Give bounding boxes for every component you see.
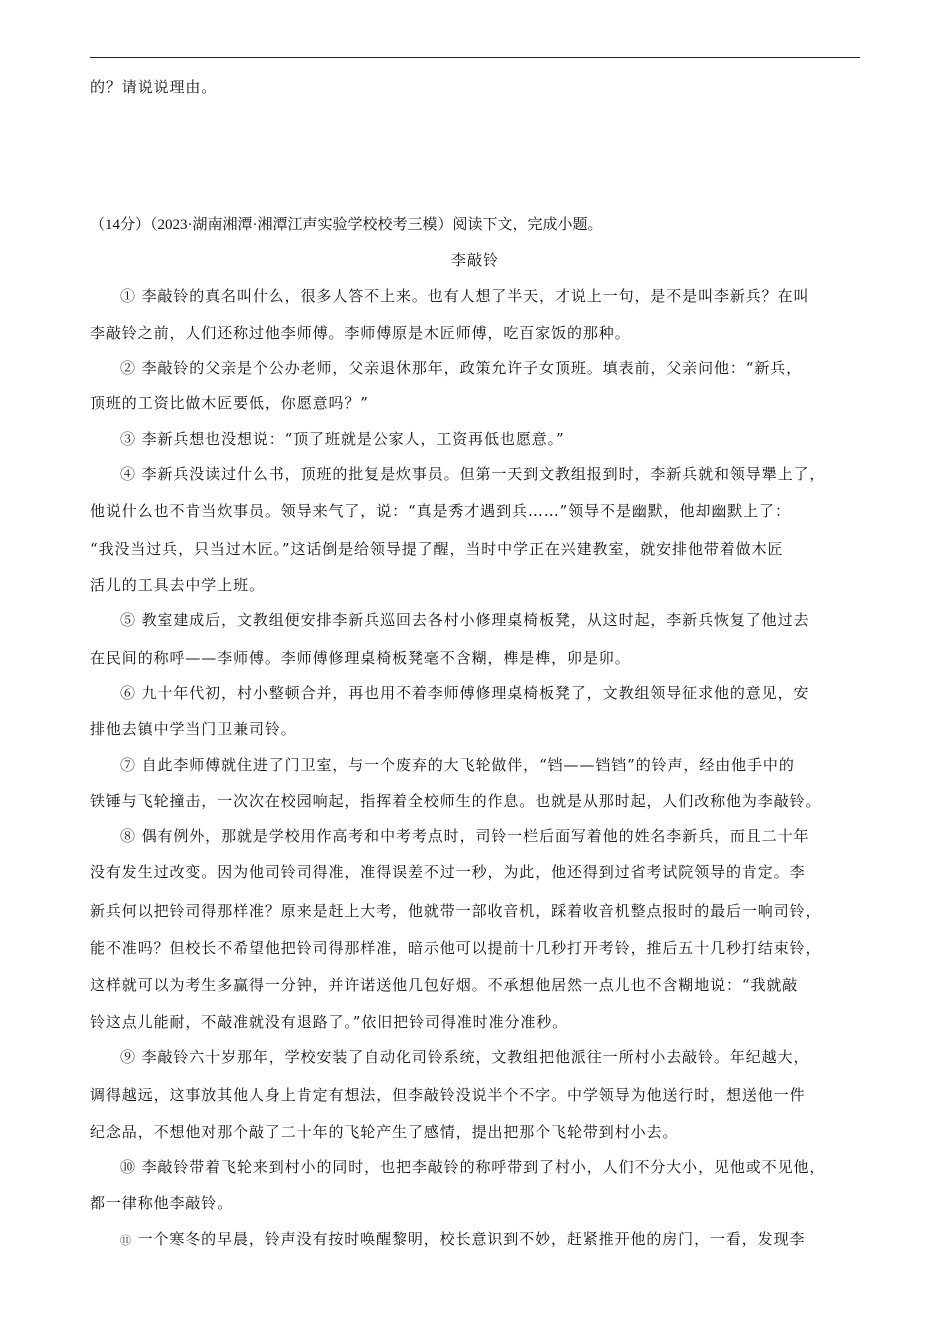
paragraph-1-line-2: 李敲铃之前，人们还称过他李师傅。李师傅原是木匠师傅，吃百家饭的那种。 bbox=[90, 324, 631, 342]
paragraph-7-line-2: 铁锤与飞轮撞击，一次次在校园响起，指挥着全校师生的作息。也就是从那时起，人们改称他为李敲铃。 bbox=[90, 792, 822, 810]
paragraph-2-line-1: ② 李敲铃的父亲是个公办老师，父亲退休那年，政策允许子女顶班。填表前，父亲问他：“新兵， bbox=[120, 359, 803, 377]
paragraph-marker: ① bbox=[120, 287, 136, 305]
paragraph-8-line-1: ⑧ 偶有例外，那就是学校用作高考和中考考点时，司铃一栏后面写着他的姓名李新兵，而且二十年 bbox=[120, 827, 810, 845]
paragraph-marker: ⑧ bbox=[120, 827, 136, 845]
paragraph-8-line-4: 能不准吗？但校长不希望他把铃司得那样准，暗示他可以提前十几秒打开考铃，推后五十几秒打结束铃， bbox=[90, 939, 822, 957]
paragraph-9-line-3: 纪念品，不想他对那个敲了二十年的飞轮产生了感情，提出把那个飞轮带到村小去。 bbox=[90, 1123, 679, 1141]
previous-question-tail: 的？请说说理由。 bbox=[90, 78, 218, 96]
paragraph-6-line-2: 排他去镇中学当门卫兼司铃。 bbox=[90, 720, 297, 738]
paragraph-8-line-2: 没有发生过改变。因为他司铃司得准，准得误差不过一秒，为此，他还得到过省考试院领导的肯定。李 bbox=[90, 863, 806, 881]
paragraph-marker: ⑪ bbox=[120, 1234, 132, 1247]
paragraph-9-line-1: ⑨ 李敲铃六十岁那年，学校安装了自动化司铃系统，文教组把他派往一所村小去敲铃。年纪越大， bbox=[120, 1048, 810, 1066]
paragraph-4-line-2: 他说什么也不肯当炊事员。领导来气了，说：“真是秀才遇到兵……”领导不是幽默，他却幽默上了： bbox=[90, 502, 791, 520]
paragraph-4-line-4: 活儿的工具去中学上班。 bbox=[90, 576, 265, 594]
paragraph-marker: ② bbox=[120, 359, 136, 377]
paragraph-10-line-1: ⑩ 李敲铃带着飞轮来到村小的同时，也把李敲铃的称呼带到了村小，人们不分大小，见他或不见他， bbox=[120, 1158, 826, 1176]
paragraph-6-line-1: ⑥ 九十年代初，村小整顿合并，再也用不着李师傅修理桌椅板凳了，文教组领导征求他的意见，安 bbox=[120, 684, 810, 702]
paragraph-5-line-2: 在民间的称呼——李师傅。李师傅修理桌椅板凳毫不含糊，榫是榫，卯是卯。 bbox=[90, 649, 631, 667]
paragraph-10-line-2: 都一律称他李敲铃。 bbox=[90, 1194, 234, 1212]
paragraph-marker: ⑤ bbox=[120, 611, 136, 629]
paragraph-marker: ⑨ bbox=[120, 1048, 136, 1066]
header-rule bbox=[90, 57, 860, 58]
paragraph-8-line-6: 铃这点儿能耐，不敲准就没有退路了。”依旧把铃司得准时准分准秒。 bbox=[90, 1013, 569, 1031]
paragraph-marker: ⑦ bbox=[120, 756, 136, 774]
article-title: 李敲铃 bbox=[450, 251, 499, 269]
paragraph-marker: ③ bbox=[120, 430, 136, 448]
paragraph-marker: ④ bbox=[120, 465, 136, 483]
paragraph-marker: ⑥ bbox=[120, 684, 136, 702]
paragraph-4-line-3: “我没当过兵，只当过木匠。”这话倒是给领导提了醒，当时中学正在兴建教室，就安排他带着做木匠 bbox=[90, 540, 784, 558]
paragraph-8-line-5: 这样就可以为考生多赢得一分钟，并许诺送他几包好烟。不承想他居然一点儿也不含糊地说：“我就敲 bbox=[90, 976, 799, 994]
paragraph-7-line-1: ⑦ 自此李师傅就住进了门卫室，与一个废弃的大飞轮做伴，“铛——铛铛”的铃声，经由他手中的 bbox=[120, 756, 795, 774]
paragraph-11-line-1: ⑪ 一个寒冬的早晨，铃声没有按时唤醒黎明，校长意识到不妙，赶紧推开他的房门，一看，发现李 bbox=[120, 1230, 806, 1248]
paragraph-1-line-1: ① 李敲铃的真名叫什么，很多人答不上来。也有人想了半天，才说上一句，是不是叫李新兵？在叫 bbox=[120, 287, 810, 305]
paragraph-marker: ⑩ bbox=[120, 1158, 136, 1176]
paragraph-2-line-2: 顶班的工资比做木匠要低，你愿意吗？” bbox=[90, 394, 369, 412]
paragraph-5-line-1: ⑤ 教室建成后，文教组便安排李新兵巡回去各村小修理桌椅板凳，从这时起，李新兵恢复了他过去 bbox=[120, 611, 810, 629]
paragraph-9-line-2: 调得越远，这事放其他人身上肯定有想法，但李敲铃没说半个不字。中学领导为他送行时，想送他一件 bbox=[90, 1086, 806, 1104]
paragraph-8-line-3: 新兵何以把铃司得那样准？原来是赶上大考，他就带一部收音机，踩着收音机整点报时的最后一响司铃， bbox=[90, 902, 822, 920]
paragraph-4-line-1: ④ 李新兵没读过什么书，顶班的批复是炊事员。但第一天到文教组报到时，李新兵就和领导犟上了， bbox=[120, 465, 826, 483]
paragraph-3-line-1: ③ 李新兵想也没想说：“顶了班就是公家人，工资再低也愿意。” bbox=[120, 430, 565, 448]
question-header: （14分）（2023·湖南湘潭·湘潭江声实验学校校考三模）阅读下文，完成小题。 bbox=[90, 217, 603, 233]
